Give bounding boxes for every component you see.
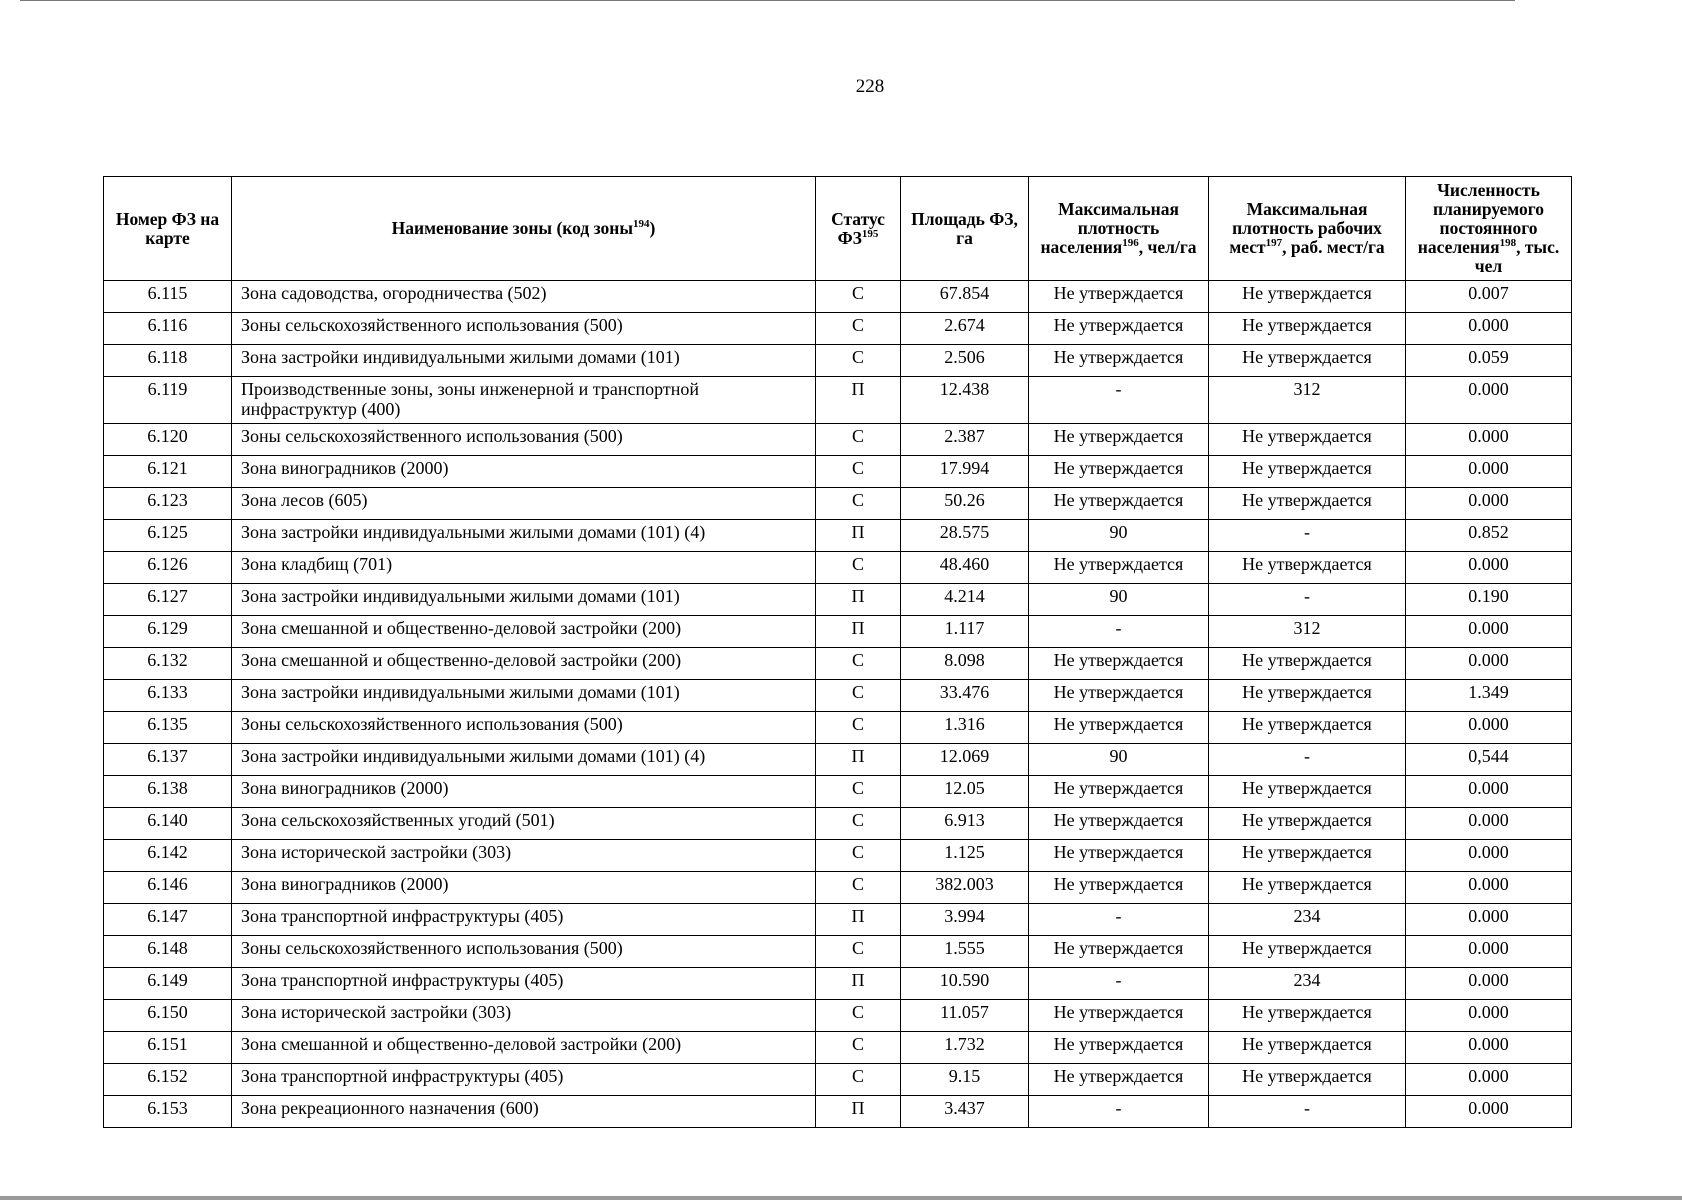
cell-pop-density: Не утверждается <box>1029 648 1209 680</box>
cell-area: 382.003 <box>901 872 1029 904</box>
cell-population: 0.190 <box>1406 584 1572 616</box>
cell-area: 33.476 <box>901 680 1029 712</box>
cell-area: 1.316 <box>901 712 1029 744</box>
cell-work-density: 312 <box>1209 377 1406 424</box>
cell-work-density: - <box>1209 584 1406 616</box>
cell-area: 6.913 <box>901 808 1029 840</box>
cell-pop-density: 90 <box>1029 744 1209 776</box>
cell-num: 6.153 <box>104 1096 232 1128</box>
header-row <box>104 177 1572 281</box>
cell-area: 3.437 <box>901 1096 1029 1128</box>
cell-population: 0.000 <box>1406 313 1572 345</box>
cell-pop-density: Не утверждается <box>1029 1032 1209 1064</box>
cell-area: 3.994 <box>901 904 1029 936</box>
cell-population: 0.000 <box>1406 712 1572 744</box>
cell-pop-density: Не утверждается <box>1029 776 1209 808</box>
cell-work-density: Не утверждается <box>1209 456 1406 488</box>
table-body <box>104 281 1572 1128</box>
cell-pop-density: 90 <box>1029 520 1209 552</box>
cell-work-density: Не утверждается <box>1209 1064 1406 1096</box>
cell-name: Зона транспортной инфраструктуры (405) <box>232 968 816 1000</box>
cell-pop-density: Не утверждается <box>1029 872 1209 904</box>
cell-status: С <box>816 1032 901 1064</box>
cell-name: Зона застройки индивидуальными жилыми домами (101) <box>232 584 816 616</box>
header-population: Численность планируемого постоянного населения$^{198}$, тыс. чел <box>1406 177 1572 281</box>
cell-status: П <box>816 616 901 648</box>
cell-area: 17.994 <box>901 456 1029 488</box>
table-row <box>104 680 1572 712</box>
cell-name: Зона виноградников (2000) <box>232 872 816 904</box>
cell-population: 0.000 <box>1406 872 1572 904</box>
cell-area: 2.387 <box>901 424 1029 456</box>
cell-area: 12.069 <box>901 744 1029 776</box>
cell-status: С <box>816 345 901 377</box>
cell-status: С <box>816 488 901 520</box>
cell-name: Зоны сельскохозяйственного использования (500) <box>232 936 816 968</box>
zones-table <box>103 176 1572 1128</box>
cell-name: Зона лесов (605) <box>232 488 816 520</box>
cell-pop-density: Не утверждается <box>1029 1064 1209 1096</box>
cell-population: 1.349 <box>1406 680 1572 712</box>
cell-pop-density: Не утверждается <box>1029 680 1209 712</box>
table-row <box>104 712 1572 744</box>
cell-pop-density: Не утверждается <box>1029 313 1209 345</box>
cell-name: Зоны сельскохозяйственного использования (500) <box>232 712 816 744</box>
table-row <box>104 1096 1572 1128</box>
cell-work-density: Не утверждается <box>1209 776 1406 808</box>
cell-pop-density: Не утверждается <box>1029 424 1209 456</box>
cell-status: С <box>816 648 901 680</box>
cell-num: 6.115 <box>104 281 232 313</box>
cell-population: 0.007 <box>1406 281 1572 313</box>
cell-population: 0.000 <box>1406 808 1572 840</box>
cell-name: Зона застройки индивидуальными жилыми домами (101) <box>232 345 816 377</box>
cell-population: 0.000 <box>1406 488 1572 520</box>
cell-num: 6.151 <box>104 1032 232 1064</box>
cell-population: 0.000 <box>1406 776 1572 808</box>
header-num: Номер ФЗ на карте <box>104 177 232 281</box>
table-row <box>104 488 1572 520</box>
cell-population: 0.000 <box>1406 936 1572 968</box>
cell-num: 6.147 <box>104 904 232 936</box>
cell-work-density: Не утверждается <box>1209 552 1406 584</box>
table-row <box>104 616 1572 648</box>
scan-edge-top <box>20 0 1515 1</box>
cell-num: 6.127 <box>104 584 232 616</box>
header-pop-density: Максимальная плотность населения$^{196}$, чел/га <box>1029 177 1209 281</box>
cell-pop-density: Не утверждается <box>1029 281 1209 313</box>
header-name: Наименование зоны (код зоны$^{194}$) <box>232 177 816 281</box>
table-row <box>104 648 1572 680</box>
cell-area: 12.438 <box>901 377 1029 424</box>
cell-name: Зоны сельскохозяйственного использования (500) <box>232 313 816 345</box>
cell-num: 6.116 <box>104 313 232 345</box>
cell-num: 6.140 <box>104 808 232 840</box>
cell-population: 0.000 <box>1406 648 1572 680</box>
cell-name: Зона исторической застройки (303) <box>232 1000 816 1032</box>
cell-work-density: Не утверждается <box>1209 488 1406 520</box>
cell-work-density: Не утверждается <box>1209 313 1406 345</box>
cell-num: 6.129 <box>104 616 232 648</box>
cell-status: С <box>816 1000 901 1032</box>
cell-work-density: Не утверждается <box>1209 345 1406 377</box>
cell-status: П <box>816 520 901 552</box>
cell-pop-density: - <box>1029 1096 1209 1128</box>
table-row <box>104 1000 1572 1032</box>
cell-status: С <box>816 680 901 712</box>
cell-name: Зона транспортной инфраструктуры (405) <box>232 1064 816 1096</box>
cell-status: С <box>816 936 901 968</box>
cell-pop-density: 90 <box>1029 584 1209 616</box>
cell-work-density: Не утверждается <box>1209 424 1406 456</box>
table-row <box>104 840 1572 872</box>
table-row <box>104 424 1572 456</box>
cell-num: 6.125 <box>104 520 232 552</box>
cell-population: 0.000 <box>1406 904 1572 936</box>
cell-name: Зона виноградников (2000) <box>232 456 816 488</box>
cell-pop-density: - <box>1029 968 1209 1000</box>
cell-pop-density: Не утверждается <box>1029 345 1209 377</box>
cell-population: 0.000 <box>1406 1064 1572 1096</box>
cell-num: 6.148 <box>104 936 232 968</box>
cell-status: П <box>816 904 901 936</box>
cell-name: Зона кладбищ (701) <box>232 552 816 584</box>
cell-pop-density: Не утверждается <box>1029 456 1209 488</box>
cell-work-density: 234 <box>1209 904 1406 936</box>
cell-status: П <box>816 377 901 424</box>
cell-status: П <box>816 968 901 1000</box>
cell-work-density: - <box>1209 1096 1406 1128</box>
cell-num: 6.149 <box>104 968 232 1000</box>
table-row <box>104 872 1572 904</box>
cell-area: 48.460 <box>901 552 1029 584</box>
cell-pop-density: - <box>1029 616 1209 648</box>
cell-name: Зона рекреационного назначения (600) <box>232 1096 816 1128</box>
cell-pop-density: Не утверждается <box>1029 552 1209 584</box>
cell-num: 6.138 <box>104 776 232 808</box>
page-number: 228 <box>855 76 885 97</box>
table-row <box>104 552 1572 584</box>
cell-num: 6.126 <box>104 552 232 584</box>
cell-work-density: Не утверждается <box>1209 840 1406 872</box>
table-row <box>104 904 1572 936</box>
cell-name: Зона застройки индивидуальными жилыми домами (101) <box>232 680 816 712</box>
cell-name: Зона транспортной инфраструктуры (405) <box>232 904 816 936</box>
cell-area: 10.590 <box>901 968 1029 1000</box>
cell-num: 6.123 <box>104 488 232 520</box>
cell-num: 6.146 <box>104 872 232 904</box>
cell-population: 0.000 <box>1406 377 1572 424</box>
table-row <box>104 584 1572 616</box>
header-status: Статус ФЗ$^{195}$ <box>816 177 901 281</box>
cell-name: Зона смешанной и общественно-деловой застройки (200) <box>232 1032 816 1064</box>
cell-name: Зона виноградников (2000) <box>232 776 816 808</box>
cell-work-density: 234 <box>1209 968 1406 1000</box>
cell-population: 0,544 <box>1406 744 1572 776</box>
cell-work-density: - <box>1209 744 1406 776</box>
cell-area: 1.555 <box>901 936 1029 968</box>
cell-work-density: Не утверждается <box>1209 808 1406 840</box>
cell-population: 0.000 <box>1406 552 1572 584</box>
cell-work-density: Не утверждается <box>1209 936 1406 968</box>
cell-status: С <box>816 313 901 345</box>
cell-area: 1.732 <box>901 1032 1029 1064</box>
cell-area: 11.057 <box>901 1000 1029 1032</box>
cell-status: С <box>816 424 901 456</box>
table-row <box>104 520 1572 552</box>
cell-area: 50.26 <box>901 488 1029 520</box>
cell-num: 6.121 <box>104 456 232 488</box>
cell-status: С <box>816 808 901 840</box>
cell-population: 0.000 <box>1406 1096 1572 1128</box>
cell-pop-density: Не утверждается <box>1029 712 1209 744</box>
table-row <box>104 1032 1572 1064</box>
scan-edge-bottom <box>0 1196 1682 1200</box>
cell-num: 6.135 <box>104 712 232 744</box>
cell-work-density: Не утверждается <box>1209 281 1406 313</box>
cell-name: Зона садоводства, огородничества (502) <box>232 281 816 313</box>
cell-work-density: Не утверждается <box>1209 712 1406 744</box>
cell-num: 6.137 <box>104 744 232 776</box>
cell-num: 6.132 <box>104 648 232 680</box>
cell-population: 0.000 <box>1406 424 1572 456</box>
cell-num: 6.152 <box>104 1064 232 1096</box>
cell-area: 2.506 <box>901 345 1029 377</box>
cell-pop-density: Не утверждается <box>1029 1000 1209 1032</box>
cell-pop-density: Не утверждается <box>1029 840 1209 872</box>
cell-status: С <box>816 456 901 488</box>
cell-pop-density: Не утверждается <box>1029 488 1209 520</box>
table-row <box>104 1064 1572 1096</box>
cell-status: С <box>816 1064 901 1096</box>
cell-area: 1.125 <box>901 840 1029 872</box>
cell-work-density: Не утверждается <box>1209 872 1406 904</box>
cell-population: 0.000 <box>1406 1032 1572 1064</box>
cell-population: 0.000 <box>1406 1000 1572 1032</box>
cell-num: 6.133 <box>104 680 232 712</box>
cell-population: 0.000 <box>1406 456 1572 488</box>
table-row <box>104 456 1572 488</box>
cell-pop-density: Не утверждается <box>1029 936 1209 968</box>
cell-status: С <box>816 712 901 744</box>
cell-status: С <box>816 840 901 872</box>
cell-work-density: - <box>1209 520 1406 552</box>
cell-name: Зона смешанной и общественно-деловой застройки (200) <box>232 616 816 648</box>
cell-name: Зона застройки индивидуальными жилыми домами (101) (4) <box>232 744 816 776</box>
cell-name: Зона исторической застройки (303) <box>232 840 816 872</box>
cell-name: Зона застройки индивидуальными жилыми домами (101) (4) <box>232 520 816 552</box>
cell-area: 12.05 <box>901 776 1029 808</box>
cell-work-density: Не утверждается <box>1209 1032 1406 1064</box>
header-work-density: Максимальная плотность рабочих мест$^{197}$, раб. мест/га <box>1209 177 1406 281</box>
cell-work-density: Не утверждается <box>1209 648 1406 680</box>
cell-work-density: 312 <box>1209 616 1406 648</box>
cell-pop-density: - <box>1029 904 1209 936</box>
cell-area: 1.117 <box>901 616 1029 648</box>
table-row <box>104 281 1572 313</box>
cell-num: 6.150 <box>104 1000 232 1032</box>
header-area: Площадь ФЗ, га <box>901 177 1029 281</box>
cell-pop-density: Не утверждается <box>1029 808 1209 840</box>
table-row <box>104 808 1572 840</box>
table-row <box>104 345 1572 377</box>
cell-population: 0.852 <box>1406 520 1572 552</box>
table-row <box>104 968 1572 1000</box>
cell-population: 0.059 <box>1406 345 1572 377</box>
cell-status: П <box>816 584 901 616</box>
cell-work-density: Не утверждается <box>1209 1000 1406 1032</box>
table-row <box>104 936 1572 968</box>
cell-area: 67.854 <box>901 281 1029 313</box>
cell-population: 0.000 <box>1406 616 1572 648</box>
cell-status: С <box>816 281 901 313</box>
table-row <box>104 744 1572 776</box>
cell-name: Зона смешанной и общественно-деловой застройки (200) <box>232 648 816 680</box>
cell-area: 4.214 <box>901 584 1029 616</box>
cell-population: 0.000 <box>1406 968 1572 1000</box>
cell-status: С <box>816 872 901 904</box>
cell-num: 6.120 <box>104 424 232 456</box>
cell-status: П <box>816 744 901 776</box>
cell-area: 28.575 <box>901 520 1029 552</box>
cell-population: 0.000 <box>1406 840 1572 872</box>
cell-num: 6.119 <box>104 377 232 424</box>
cell-area: 9.15 <box>901 1064 1029 1096</box>
cell-status: С <box>816 776 901 808</box>
cell-work-density: Не утверждается <box>1209 680 1406 712</box>
cell-name: Зона сельскохозяйственных угодий (501) <box>232 808 816 840</box>
cell-num: 6.118 <box>104 345 232 377</box>
cell-status: П <box>816 1096 901 1128</box>
cell-name: Зоны сельскохозяйственного использования (500) <box>232 424 816 456</box>
cell-area: 2.674 <box>901 313 1029 345</box>
table-row <box>104 377 1572 424</box>
table-row <box>104 313 1572 345</box>
cell-num: 6.142 <box>104 840 232 872</box>
table-row <box>104 776 1572 808</box>
cell-pop-density: - <box>1029 377 1209 424</box>
cell-area: 8.098 <box>901 648 1029 680</box>
cell-name: Производственные зоны, зоны инженерной и транспортной инфраструктур (400) <box>232 377 816 424</box>
cell-status: С <box>816 552 901 584</box>
